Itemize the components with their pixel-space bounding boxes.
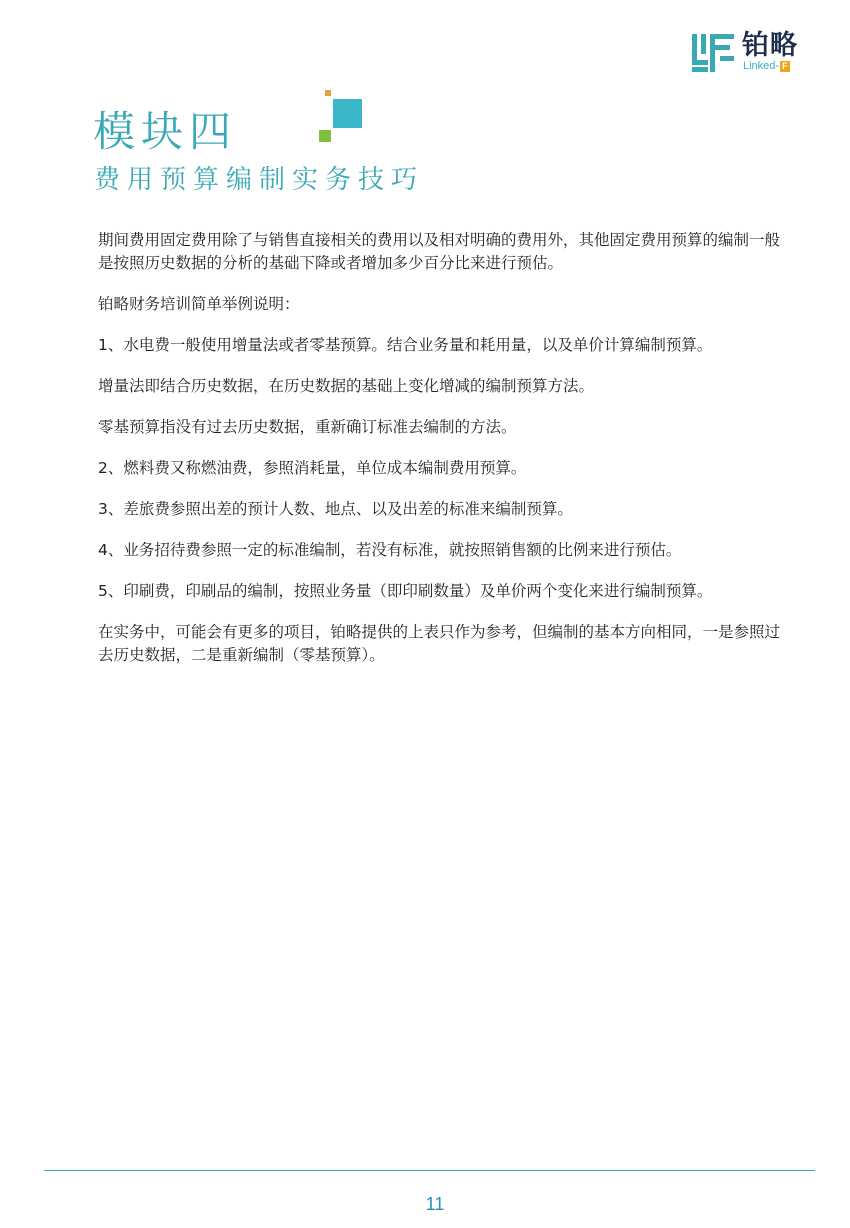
paragraph: 2、燃料费又称燃油费，参照消耗量，单位成本编制费用预算。 xyxy=(98,459,527,477)
brand-logo xyxy=(692,32,812,74)
paragraph: 零基预算指没有过去历史数据，重新确订标准去编制的方法。 xyxy=(98,418,517,436)
paragraph: 5、印刷费，印刷品的编制，按照业务量（即印刷数量）及单价两个变化来进行编制预算。 xyxy=(98,582,713,600)
paragraph: 期间费用固定费用除了与销售直接相关的费用以及相对明确的费用外，其他固定费用预算的编制一般是按照历史数据的分析的基础下降或者增加多少百分比来进行预估。 xyxy=(98,231,781,272)
paragraph: 4、业务招待费参照一定的标准编制，若没有标准，就按照销售额的比例来进行预估。 xyxy=(98,541,682,559)
paragraph: 增量法即结合历史数据，在历史数据的基础上变化增减的编制预算方法。 xyxy=(98,377,595,395)
module-title: 模块四 xyxy=(93,107,238,156)
brand-name-en-text: Linked- xyxy=(743,60,780,72)
body-content xyxy=(98,229,788,685)
paragraph: 1、水电费一般使用增量法或者零基预算。结合业务量和耗用量，以及单价计算编制预算。 xyxy=(98,336,713,354)
linkedf-logo-icon xyxy=(692,34,736,72)
decorative-squares-icon xyxy=(318,90,368,144)
paragraph: 3、差旅费参照出差的预计人数、地点、以及出差的标准来编制预算。 xyxy=(98,500,573,518)
brand-name-en-badge: F xyxy=(782,60,788,71)
paragraph: 在实务中，可能会有更多的项目，铂略提供的上表只作为参考，但编制的基本方向相同，一是参照过去历史数据，二是重新编制（零基预算）。 xyxy=(98,623,781,664)
paragraph: 铂略财务培训简单举例说明： xyxy=(98,295,300,313)
page-number: 11 xyxy=(425,1194,445,1214)
footer-divider xyxy=(44,1170,815,1171)
brand-name-en xyxy=(743,60,790,72)
brand-name-cn: 铂略 xyxy=(742,30,798,61)
module-subtitle: 费用预算编制实务技巧 xyxy=(94,165,425,195)
